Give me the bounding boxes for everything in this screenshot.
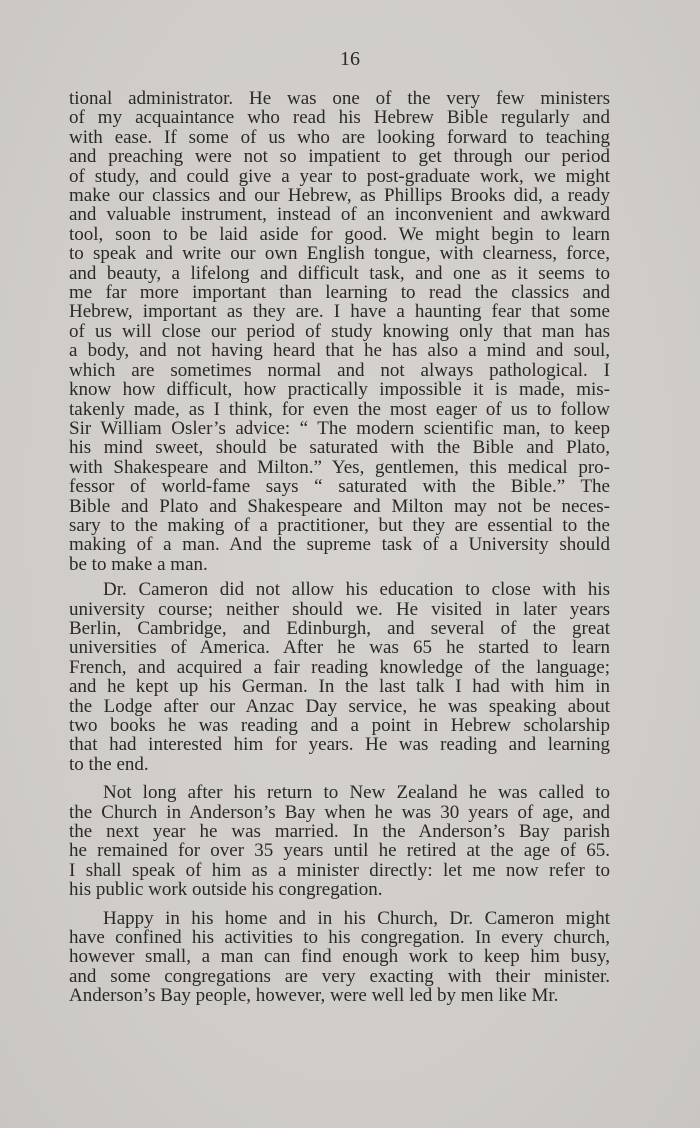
text-line: the next year he was married. In the Anderson’s Bay parish [69,821,610,843]
text-line: and valuable instrument, instead of an inconvenient and awkward [69,204,610,226]
text-line: which are sometimes normal and not always pathological. I [69,359,610,381]
paragraph-2 [69,580,610,774]
text-line: the Church in Anderson’s Bay when he was 30 years of age, and [69,801,610,823]
text-line: his public work outside his congregation. [69,879,383,901]
text-line: make our classics and our Hebrew, as Phillips Brooks did, a ready [69,185,610,207]
text-line: with Shakespeare and Milton.” Yes, gentlemen, this medical pro- [69,456,610,478]
text-line: and preaching were not so impatient to get through our period [69,146,610,168]
text-line: he remained for over 35 years until he retired at the age of 65. [69,840,610,862]
text-line: Berlin, Cambridge, and Edinburgh, and several of the great [69,617,610,639]
text-line: Dr. Cameron did not allow his education to close with his [103,579,610,601]
text-line: to speak and write our own English tongue, with clearness, force, [69,243,610,265]
text-line: know how difficult, how practically impossible it is made, mis- [69,379,610,401]
text-line: that had interested him for years. He was reading and learning [69,734,610,756]
text-line: and he kept up his German. In the last talk I had with him in [69,676,610,698]
text-line: takenly made, as I think, for even the most eager of us to follow [69,398,610,420]
text-line: tional administrator. He was one of the very few ministers [69,88,610,109]
text-line: universities of America. After he was 65 he started to learn [69,637,610,659]
text-line: his mind sweet, should be saturated with the Bible and Plato, [69,437,610,459]
text-line: university course; neither should we. He visited in later years [69,598,610,620]
text-line: of us will close our period of study knowing only that man has [69,320,610,342]
text-line: making of a man. And the supreme task of a University should [69,534,610,556]
text-line: Hebrew, important as they are. I have a haunting fear that some [69,301,610,323]
text-line: fessor of world-fame says “ saturated with the Bible.” The [69,476,610,498]
text-line: have confined his activities to his congregation. In every church, [69,927,610,949]
paragraph-3 [69,783,610,899]
text-line: the Lodge after our Anzac Day service, he was speaking about [69,695,610,717]
text-line: Sir William Osler’s advice: “ The modern scientific man, to keep [69,417,610,439]
text-line: me far more important than learning to read the classics and [69,282,610,304]
text-line: a body, and not having heard that he has also a mind and soul, [69,340,610,362]
text-line: sary to the making of a practitioner, but they are essential to the [69,514,610,536]
paragraph-4 [69,909,610,1006]
text-line: Happy in his home and in his Church, Dr. Cameron might [103,907,610,929]
text-line: Not long after his return to New Zealand he was called to [103,782,610,804]
page-number: 16 [340,48,360,70]
text-line: of study, and could give a year to post-graduate work, we might [69,165,610,187]
text-line: and beauty, a lifelong and difficult task, and one as it seems to [69,262,610,284]
text-line: tool, soon to be laid aside for good. We might begin to learn [69,223,610,245]
text-line: Anderson’s Bay people, however, were well led by men like Mr. [69,985,559,1007]
text-line: I shall speak of him as a minister directly: let me now refer to [69,859,610,881]
text-line: Bible and Plato and Shakespeare and Milton may not be neces- [69,495,610,517]
text-line: two books he was reading and a point in Hebrew scholarship [69,715,610,736]
text-line: of my acquaintance who read his Hebrew Bible regularly and [69,107,610,129]
text-line: be to make a man. [69,553,208,575]
text-line: with ease. If some of us who are looking forward to teaching [69,126,610,148]
text-line: to the end. [69,753,149,775]
text-line: however small, a man can find enough work to keep him busy, [69,946,610,968]
text-line: and some congregations are very exacting with their minister. [69,965,610,987]
body-text [69,89,610,1006]
text-line: French, and acquired a fair reading knowledge of the language; [69,656,610,678]
paragraph-1 [69,89,610,574]
